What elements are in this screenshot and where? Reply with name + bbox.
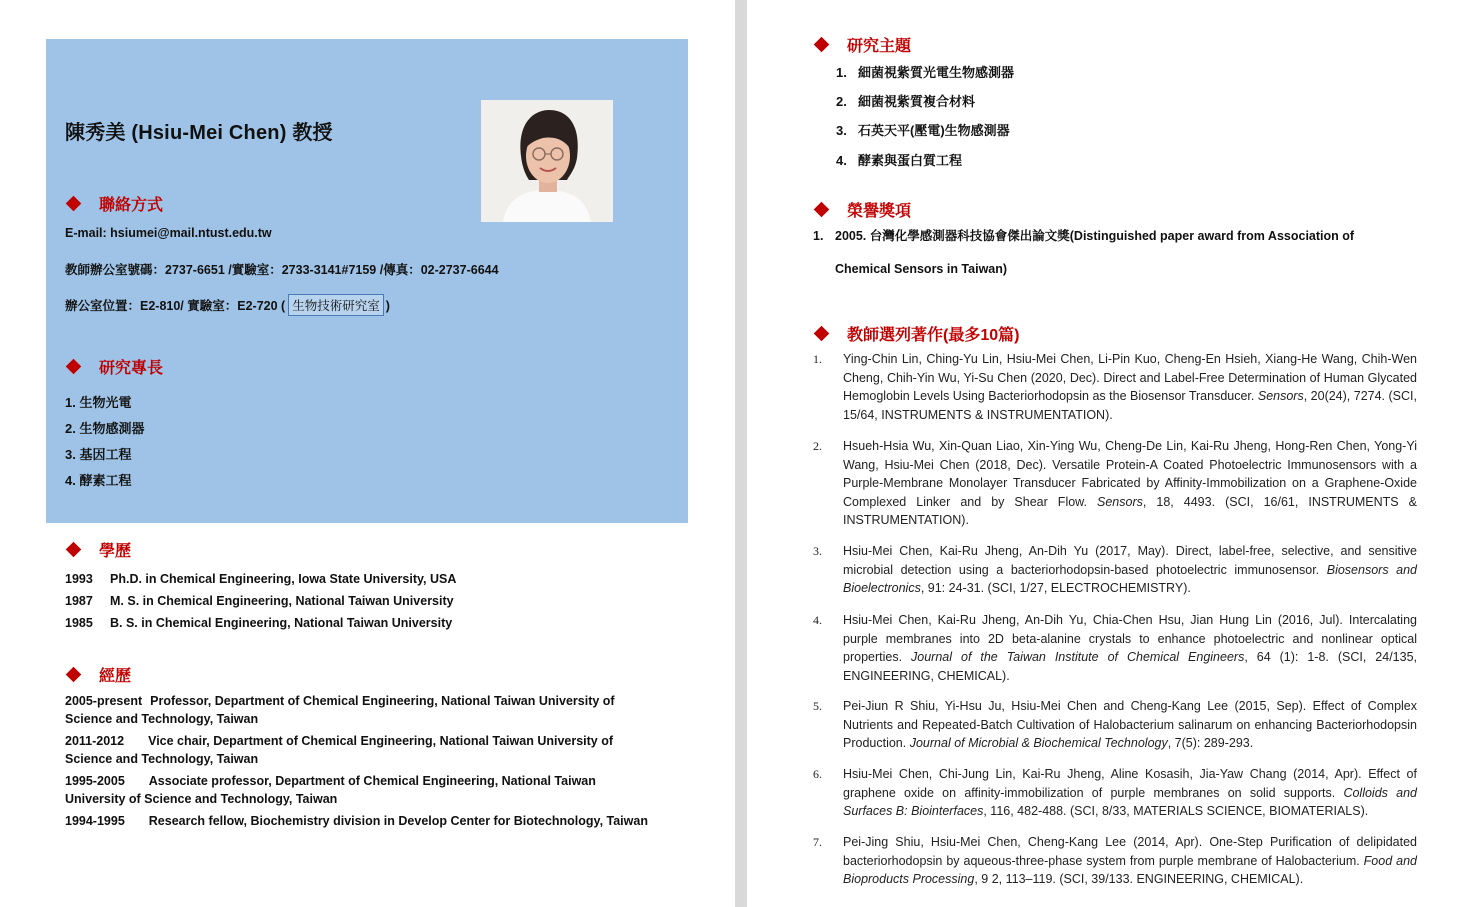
office-close-paren: ) [385, 299, 390, 313]
experience-item: 1995-2005 Associate professor, Department of Chemical Engineering, National Taiwan University of Science and Technology, Taiwan [65, 774, 596, 806]
publication-item: 5. Pei-Jiun R Shiu, Yi-Hsu Ju, Hsiu-Mei Chen and Cheng-Kang Lee (2015, Sep). Effect of Complex Nutrients and Repeated-Batch Cultivation of Halobacterium salinarum on enhancing Bacteriorhodopsin Production. Journal of Microbial & Biochemical Technology, 7(5): 289-293. [813, 699, 1417, 750]
publication-item: 3. Hsiu-Mei Chen, Kai-Ru Jheng, An-Dih Yu (2017, May). Direct, label-free, selective, and sensitive microbial detection using a bacteriorhodopsin-based photoelectric immunosensor. Biosensors and Bioelectronics, 91: 24-31. (SCI, 1/27, ELECTROCHEMISTRY). [813, 544, 1417, 595]
profile-photo [481, 100, 613, 222]
education-heading: 學歷 [68, 538, 131, 561]
diamond-bullet-icon [66, 542, 82, 558]
research-topics-heading: 研究主題 [816, 33, 911, 56]
topic-item: 2. 細菌視紫質複合材料 [836, 94, 976, 109]
office-location-text: 辦公室位置：E2-810/ 實驗室：E2-720 ( [65, 299, 286, 313]
diamond-bullet-icon [814, 202, 830, 218]
publication-item: 1. Ying-Chin Lin, Ching-Yu Lin, Hsiu-Mei Chen, Li-Pin Kuo, Cheng-En Hsieh, Xiang-He Wang, Chih-Wen Cheng, Chih-Yin Wu, Yi-Su Chen (2020, Dec). Direct and Label-Free Determination of Human Glycated Hemoglobin Levels Using Bacteriorhodopsin as the Biosensor Transducer. Sensors, 20(24), 7274. (SCI, 15/64, INSTRUMENTS & INSTRUMENTATION). [813, 352, 1417, 422]
expertise-item: 2. 生物感測器 [65, 421, 145, 436]
experience-item: 2005-present Professor, Department of Chemical Engineering, National Taiwan University of Science and Technology, Taiwan [65, 694, 615, 726]
professor-name: 陳秀美 (Hsiu-Mei Chen) 教授 [65, 122, 333, 144]
lab-name-link[interactable]: 生物技術研究室 [288, 294, 384, 316]
publication-item: 6. Hsiu-Mei Chen, Chi-Jung Lin, Kai-Ru Jheng, Aline Kosasih, Jia-Yaw Chang (2014, Apr). Effect of graphene oxide on affinity-immobilization of purple membranes on solid supports. Colloids and Surfaces B: Biointerfaces, 116, 482-488. (SCI, 8/33, MATERIALS SCIENCE, BIOMATERIALS). [813, 767, 1417, 818]
awards-heading: 榮譽獎項 [816, 198, 911, 221]
publication-item: 7. Pei-Jing Shiu, Hsiu-Mei Chen, Cheng-Kang Lee (2014, Apr). One-Step Purification of delipidated bacteriorhodopsin by aqueous-three-phase system from purple membrane of Halobacterium. Food and Bioproducts Processing, 9 2, 113–119. (SCI, 39/133. ENGINEERING, CHEMICAL). [813, 835, 1417, 886]
expertise-item: 3. 基因工程 [65, 447, 132, 462]
publications-heading: 教師選列著作(最多10篇) [816, 322, 1019, 345]
experience-heading: 經歷 [68, 663, 131, 686]
page-gutter [735, 0, 747, 907]
diamond-bullet-icon [66, 667, 82, 683]
publication-item: 4. Hsiu-Mei Chen, Kai-Ru Jheng, An-Dih Yu, Chia-Chen Hsu, Jian Hung Lin (2016, Jul). Intercalating purple membranes into 2D beta-alanine crystals to enhance photoelectric and nonlinear optical properties. Journal of the Taiwan Institute of Chemical Engineers, 64 (1): 1-8. (SCI, 24/135, ENGINEERING, CHEMICAL). [813, 613, 1417, 683]
award-item: 1. 2005. 台灣化學感測器科技協會傑出論文獎(Distinguished paper award from Association of Chemical Sensors in Taiwan) [813, 229, 1355, 276]
diamond-bullet-icon [66, 359, 82, 375]
topic-item: 1. 細菌視紫質光電生物感測器 [836, 65, 1015, 80]
experience-item: 1994-1995 Research fellow, Biochemistry division in Develop Center for Biotechnology, Taiwan [65, 814, 648, 828]
email-line: E-mail: hsiumei@mail.ntust.edu.tw [65, 226, 272, 240]
experience-item: 2011-2012 Vice chair, Department of Chemical Engineering, National Taiwan University of Science and Technology, Taiwan [65, 734, 614, 766]
topic-item: 4. 酵素與蛋白質工程 [836, 153, 963, 168]
diamond-bullet-icon [814, 37, 830, 53]
education-row: 1985 B. S. in Chemical Engineering, National Taiwan University [65, 616, 453, 630]
expertise-item: 1. 生物光電 [65, 395, 132, 410]
education-row: 1987 M. S. in Chemical Engineering, National Taiwan University [65, 594, 454, 608]
diamond-bullet-icon [66, 196, 82, 212]
education-row: 1993 Ph.D. in Chemical Engineering, Iowa State University, USA [65, 572, 457, 586]
publication-item: 2. Hsueh-Hsia Wu, Xin-Quan Liao, Xin-Ying Wu, Cheng-De Lin, Kai-Ru Jheng, Hong-Ren Chen, Yong-Yi Wang, Hsiu-Mei Chen (2018, Dec). Versatile Protein-A Coated Photoelectric Immunosensors with a Purple-Membrane Monolayer Transducer Fabricated by Affinity-Immobilization on a Graphene-Oxide Complexed Linker and by Shear Flow. Sensors, 18, 4493. (SCI, 16/61, INSTRUMENTS & INSTRUMENTATION). [813, 439, 1417, 527]
topic-item: 3. 石英天平(壓電)生物感測器 [836, 123, 1010, 138]
expertise-heading: 研究專長 [68, 355, 163, 378]
office-line [65, 294, 390, 316]
expertise-item: 4. 酵素工程 [65, 473, 132, 488]
contact-heading: 聯絡方式 [68, 192, 163, 215]
diamond-bullet-icon [814, 326, 830, 342]
phone-line: 教師辦公室號碼：2737-6651 /實驗室：2733-3141#7159 /傳真：02-2737-6644 [65, 263, 499, 277]
